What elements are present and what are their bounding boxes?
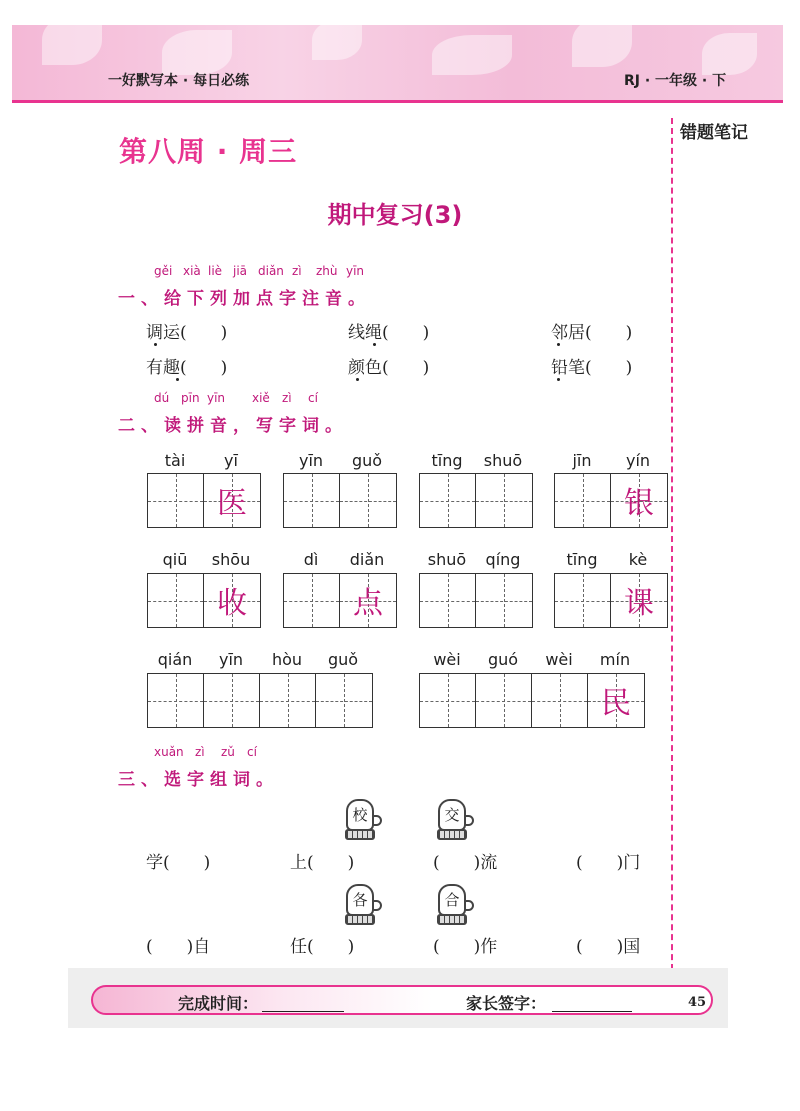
grid-pinyin: wèi — [433, 650, 461, 669]
phonetic-item: 调运( ) — [146, 323, 228, 343]
notes-label: 错题笔记 — [680, 123, 748, 143]
mitten-icon — [436, 884, 476, 928]
pinyin: zì — [292, 264, 302, 278]
grid-pinyin: yīn — [218, 650, 244, 669]
parent-signature-label: 家长签字： — [466, 994, 547, 1013]
word-blank: ( )国 — [576, 937, 641, 957]
word-blank: 学( ) — [146, 853, 211, 873]
parent-signature-field[interactable] — [552, 1011, 632, 1012]
writing-grid[interactable] — [147, 673, 373, 728]
pinyin: zì — [195, 745, 205, 759]
pinyin: xià — [183, 264, 201, 278]
phonetic-item: 线绳( ) — [348, 323, 430, 343]
word-blank: 上( ) — [290, 853, 355, 873]
pinyin: gěi — [154, 264, 173, 278]
emphasis-dot — [557, 343, 560, 346]
grid-pinyin: kè — [628, 550, 648, 569]
grid-pinyin: shuō — [427, 550, 467, 569]
word-blank: ( )门 — [576, 853, 641, 873]
header-banner — [12, 25, 783, 103]
writing-grid[interactable] — [419, 673, 645, 728]
completion-time-label: 完成时间： — [178, 994, 259, 1013]
grid-char: 民 — [601, 686, 631, 721]
header-divider — [12, 100, 783, 103]
notes-divider — [671, 118, 673, 980]
book-title: 一好默写本 · 每日必练 — [108, 73, 250, 89]
grid-pinyin: dì — [303, 550, 319, 569]
pinyin: yīn — [346, 264, 365, 278]
emphasis-dot — [557, 378, 560, 381]
grid-pinyin: guǒ — [351, 451, 383, 470]
grid-pinyin: yín — [625, 451, 651, 470]
grid-char: 银 — [624, 486, 654, 521]
pinyin: pīn — [181, 391, 200, 405]
section2-heading: 二、读拼音，写字词。 — [118, 416, 348, 436]
mitten-icon — [344, 884, 384, 928]
writing-grid[interactable] — [147, 573, 261, 628]
writing-grid[interactable] — [554, 473, 668, 528]
grid-pinyin: qián — [157, 650, 193, 669]
pinyin: cí — [247, 745, 257, 759]
grade-label: RJ · 一年级 · 下 — [624, 73, 727, 89]
week-heading: 第八周 · 周三 — [119, 135, 298, 168]
grid-char: 医 — [217, 486, 247, 521]
grid-pinyin: yīn — [298, 451, 324, 470]
grid-pinyin: diǎn — [349, 550, 385, 569]
pinyin: yīn — [207, 391, 226, 405]
completion-time-field[interactable] — [262, 1011, 344, 1012]
emphasis-dot — [373, 343, 376, 346]
writing-grid[interactable] — [419, 473, 533, 528]
grid-pinyin: tīng — [566, 550, 598, 569]
writing-grid[interactable] — [283, 473, 397, 528]
section3-heading: 三、选字组词。 — [118, 770, 279, 790]
grid-pinyin: hòu — [271, 650, 303, 669]
grid-pinyin: mín — [599, 650, 631, 669]
grid-pinyin: guó — [487, 650, 519, 669]
phonetic-item: 邻居( ) — [551, 323, 633, 343]
pinyin: jiā — [233, 264, 248, 278]
pinyin: diǎn — [258, 264, 284, 278]
pinyin: xuǎn — [154, 745, 184, 759]
grid-pinyin: guǒ — [327, 650, 359, 669]
pinyin: zhù — [316, 264, 338, 278]
word-blank: ( )自 — [146, 937, 211, 957]
grid-pinyin: tài — [164, 451, 186, 470]
pinyin: cí — [308, 391, 318, 405]
grid-pinyin: jīn — [572, 451, 592, 470]
phonetic-item: 颜色( ) — [348, 358, 430, 378]
writing-grid[interactable] — [419, 573, 533, 628]
grid-pinyin: yī — [224, 451, 238, 470]
writing-grid[interactable] — [283, 573, 397, 628]
grid-char: 点 — [353, 586, 383, 621]
mitten-char: 交 — [444, 806, 460, 824]
grid-char: 收 — [217, 586, 247, 621]
word-blank: ( )作 — [433, 937, 498, 957]
pinyin: dú — [154, 391, 170, 405]
emphasis-dot — [154, 343, 157, 346]
grid-pinyin: shōu — [211, 550, 251, 569]
page-number: 45 — [688, 995, 707, 1010]
page-title: 期中复习(3) — [327, 201, 463, 229]
emphasis-dot — [356, 378, 359, 381]
grid-pinyin: tīng — [431, 451, 463, 470]
grid-pinyin: wèi — [545, 650, 573, 669]
grid-pinyin: shuō — [483, 451, 523, 470]
phonetic-item: 铅笔( ) — [551, 358, 633, 378]
phonetic-item: 有趣( ) — [146, 358, 228, 378]
mitten-icon — [436, 799, 476, 843]
mitten-char: 各 — [352, 891, 368, 909]
pinyin: xiě — [252, 391, 270, 405]
grid-pinyin: qíng — [485, 550, 521, 569]
writing-grid[interactable] — [147, 473, 261, 528]
writing-grid[interactable] — [554, 573, 668, 628]
word-blank: 任( ) — [290, 937, 355, 957]
grid-pinyin: qiū — [162, 550, 188, 569]
pinyin: zì — [282, 391, 292, 405]
pinyin: zǔ — [221, 745, 235, 759]
pinyin: liè — [208, 264, 223, 278]
section1-heading: 一、给下列加点字注音。 — [118, 289, 371, 309]
emphasis-dot — [176, 378, 179, 381]
mitten-char: 合 — [444, 891, 460, 909]
mitten-char: 校 — [352, 806, 368, 824]
word-blank: ( )流 — [433, 853, 498, 873]
mitten-icon — [344, 799, 384, 843]
grid-char: 课 — [624, 586, 654, 621]
